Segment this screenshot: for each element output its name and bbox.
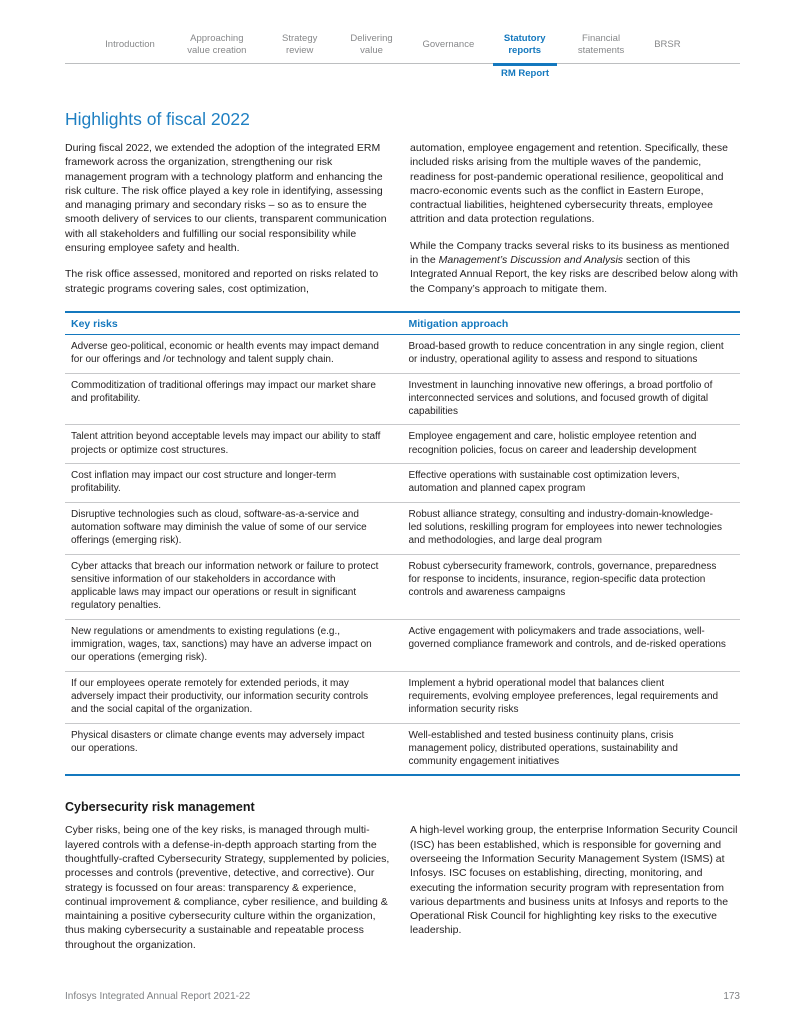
nav-tab-statutory-reports[interactable]	[497, 33, 552, 56]
risk-cell: Talent attrition beyond acceptable levels may impact our ability to staff projects or optimize cost structures.	[65, 425, 403, 464]
mitigation-cell: Employee engagement and care, holistic employee retention and recognition policies, focus on career and leadership development	[403, 425, 741, 464]
intro-section	[65, 141, 740, 296]
mitigation-cell: Well-established and tested business continuity plans, crisis management policy, distributed operations, sustainability and community engagement initiatives	[403, 723, 741, 775]
table-row	[65, 425, 740, 464]
page-number: 173	[723, 991, 740, 1002]
table-row	[65, 619, 740, 671]
page-title: Highlights of fiscal 2022	[65, 109, 250, 129]
nav-tab-statutory-reports-label: Statutory reports	[503, 33, 546, 56]
top-nav-wrap	[65, 33, 740, 81]
mitigation-cell: Active engagement with policymakers and trade associations, well-governed compliance framework and controls, and de-risked operations	[403, 619, 741, 671]
key-risks-table-head	[65, 312, 740, 335]
subnav	[65, 68, 740, 81]
nav-tab-approaching-value-creation[interactable]: Approaching value creation	[187, 33, 247, 56]
mitigation-cell: Broad-based growth to reduce concentration in any single region, client or industry, operational agility to assess and respond to situations	[403, 334, 741, 373]
intro-paragraph-1: During fiscal 2022, we extended the adoption of the integrated ERM framework across the organization, strengthening our risk management program with a technology platform and enhancing the risk culture. The risk office played a key role in identifying, assessing and managing primary and secondary risks – so as to ensure the smooth delivery of services to our clients, transparent communication with all stakeholders and fulfilling our social responsibility while ensuring employee safety and health.	[65, 142, 387, 255]
intro-paragraph-4-before: While the Company tracks several risks to its business as mentioned in the	[410, 239, 730, 267]
risk-cell: Disruptive technologies such as cloud, software-as-a-service and automation software may diminish the value of some of our service offerings (emerging risk).	[65, 502, 403, 554]
cybersecurity-section	[65, 800, 740, 952]
mitigation-cell: Robust cybersecurity framework, controls, governance, preparedness for response to incidents, insurance, region-specific data protection controls and awareness campaigns	[403, 554, 741, 619]
table-row	[65, 502, 740, 554]
key-risks-table-body	[65, 334, 740, 775]
mitigation-cell: Robust alliance strategy, consulting and industry-domain-knowledge-led solutions, reskilling program for employees into newer technologies and methodologies, and large deal program	[403, 502, 741, 554]
table-header-row	[65, 312, 740, 335]
table-row	[65, 464, 740, 503]
intro-paragraph-3: automation, employee engagement and retention. Specifically, these included risks arising from the multiple waves of the pandemic, readiness for post-pandemic operational resilience, geopolitical and macro-economic events such as the conflict in Eastern Europe, contractual liabilities, heightened cybersecurity threats, employee attrition and data protection regulations.	[410, 142, 728, 226]
cybersecurity-right-column	[410, 823, 740, 952]
nav-tab-introduction[interactable]: Introduction	[105, 38, 155, 50]
cybersecurity-left-column	[65, 823, 395, 952]
intro-paragraph-2: The risk office assessed, monitored and reported on risks related to strategic programs covering sales, cost optimization,	[65, 268, 379, 295]
intro-left-column	[65, 141, 395, 296]
page-footer	[65, 991, 740, 1002]
risk-cell: If our employees operate remotely for extended periods, it may adversely impact their productivity, our information security controls and the social capital of the organization.	[65, 671, 403, 723]
top-nav	[65, 33, 740, 64]
cybersecurity-paragraph-1: Cyber risks, being one of the key risks, is managed through multi-layered controls with a defense-in-depth approach starting from the thoughtfully-crafted Cybersecurity Strategy, supplemented by policies, processes and controls (preventive, detective, and corrective). Our strategy is focussed on four areas: transparency & experience, continual improvement & compliance, cyber resilience, and building & maintaining a positive cybersecurity culture within the organization, thus making cybersecurity a sustainable and repeatable process throughout the organization.	[65, 824, 390, 951]
mitigation-cell: Investment in launching innovative new offerings, a broad portfolio of interconnected services and solutions, and focused growth of digital capabilities	[403, 373, 741, 425]
nav-tab-brsr[interactable]: BRSR	[654, 38, 681, 50]
risk-cell: Physical disasters or climate change events may adversely impact our operations.	[65, 723, 403, 775]
mitigation-cell: Implement a hybrid operational model that balances client requirements, evolving employee preferences, legal requirements and information security risks	[403, 671, 741, 723]
table-row	[65, 723, 740, 775]
cybersecurity-paragraph-2: A high-level working group, the enterprise Information Security Council (ISC) has been established, which is responsible for governing and overseeing the Information Security Management System (ISMS) at Infosys. ISC focuses on establishing, directing, monitoring, and executing the information security program with representation from various departments and business units at Infosys and reports to the Operational Risk Council for highlighting key risks to the executive leadership.	[410, 824, 738, 937]
risk-cell: Cyber attacks that breach our information network or failure to protect sensitive information of our stakeholders in accordance with applicable laws may impact our operations or result in significant regulatory penalties.	[65, 554, 403, 619]
key-risks-table	[65, 311, 740, 776]
intro-right-column	[410, 141, 740, 296]
table-row	[65, 334, 740, 373]
cybersecurity-heading: Cybersecurity risk management	[65, 800, 255, 815]
subnav-rm-report[interactable]: RM Report	[500, 68, 550, 79]
risk-cell: Commoditization of traditional offerings may impact our market share and profitability.	[65, 373, 403, 425]
cybersecurity-columns	[65, 823, 740, 952]
active-tab-indicator	[493, 63, 557, 66]
nav-tab-delivering-value[interactable]: Delivering value	[350, 33, 393, 56]
table-row	[65, 671, 740, 723]
mitigation-cell: Effective operations with sustainable cost optimization levers, automation and planned capex program	[403, 464, 741, 503]
column-header-mitigation-approach: Mitigation approach	[403, 312, 741, 335]
nav-tab-governance[interactable]: Governance	[422, 38, 475, 50]
page-content	[65, 0, 740, 952]
nav-tab-strategy-review[interactable]: Strategy review	[281, 33, 318, 56]
table-row	[65, 373, 740, 425]
table-row	[65, 554, 740, 619]
risk-cell: Adverse geo-political, economic or health events may impact demand for our offerings and /or technology and talent supply chain.	[65, 334, 403, 373]
intro-paragraph-4-after: section of this Integrated Annual Report, the key risks are described below along with the Company’s approach to mitigate them.	[410, 254, 739, 295]
risk-cell: New regulations or amendments to existing regulations (e.g., immigration, wages, tax, sanctions) may have an adverse impact on our operations (emerging risk).	[65, 619, 403, 671]
nav-tab-financial-statements[interactable]: Financial statements	[577, 33, 625, 56]
intro-paragraph-4	[410, 239, 740, 296]
column-header-key-risks: Key risks	[65, 312, 403, 335]
risk-cell: Cost inflation may impact our cost structure and longer-term profitability.	[65, 464, 403, 503]
footer-report-title: Infosys Integrated Annual Report 2021-22	[65, 991, 251, 1002]
mda-italic-reference: Management’s Discussion and Analysis	[438, 254, 624, 267]
